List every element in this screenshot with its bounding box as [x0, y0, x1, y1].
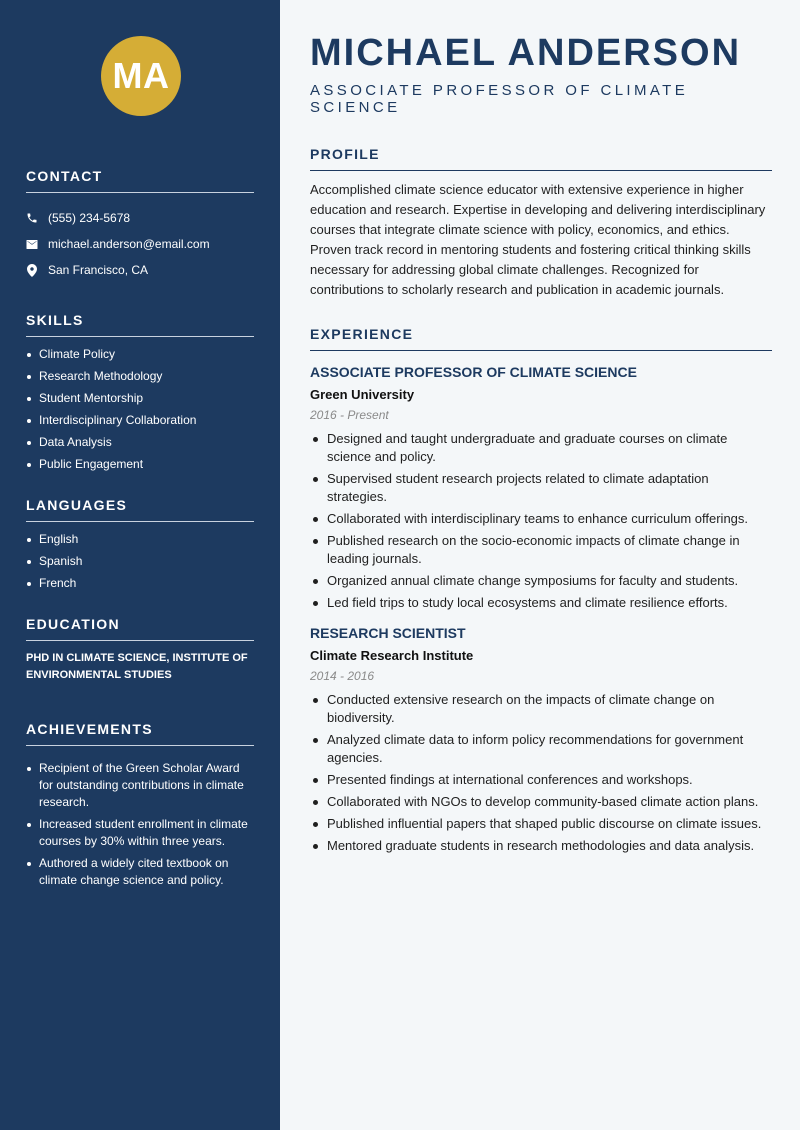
- list-item: Student Mentorship: [26, 390, 254, 407]
- achievements-section: [26, 721, 254, 889]
- list-item: French: [26, 575, 254, 592]
- job-organization: Climate Research Institute: [310, 648, 474, 663]
- languages-heading: LANGUAGES: [26, 497, 254, 522]
- avatar: [101, 36, 181, 116]
- list-item: Designed and taught undergraduate and graduate courses on climate science and policy.: [310, 430, 772, 466]
- list-item: Authored a widely cited textbook on climate change science and policy.: [26, 855, 254, 889]
- job-organization: Green University: [310, 387, 415, 402]
- contact-phone: [26, 205, 254, 231]
- location-text: San Francisco, CA: [48, 263, 149, 277]
- achievements-heading: ACHIEVEMENTS: [26, 721, 254, 746]
- list-item: Interdisciplinary Collaboration: [26, 412, 254, 429]
- list-item: Collaborated with NGOs to develop community-based climate action plans.: [310, 793, 772, 811]
- contact-list: [26, 205, 254, 283]
- experience-section: [310, 326, 772, 855]
- list-item: Recipient of the Green Scholar Award for outstanding contributions in climate research.: [26, 760, 254, 811]
- email-text: michael.anderson@email.com: [48, 237, 210, 251]
- contact-email: [26, 231, 254, 257]
- skills-heading: SKILLS: [26, 312, 254, 337]
- profile-text: Accomplished climate science educator with extensive experience in higher education and research. Expertise in developing and delivering interdisciplinary courses that integrate climate science with policy, economics, and ethics. Proven track record in mentoring students and fostering critical thinking skills necessary for addressing global climate challenges. Recognized for contributions to scholarly research and publication in academic journals.: [310, 182, 766, 297]
- education-section: [26, 616, 254, 684]
- list-item: Collaborated with interdisciplinary teams to enhance curriculum offerings.: [310, 510, 772, 528]
- list-item: Published influential papers that shaped public discourse on climate issues.: [310, 815, 772, 833]
- contact-heading: CONTACT: [26, 168, 254, 193]
- languages-section: [26, 497, 254, 592]
- job-title: RESEARCH SCIENTIST: [310, 625, 466, 641]
- list-item: Increased student enrollment in climate courses by 30% within three years.: [26, 816, 254, 850]
- contact-section: [26, 168, 254, 283]
- list-item: Mentored graduate students in research methodologies and data analysis.: [310, 837, 772, 855]
- list-item: Presented findings at international conferences and workshops.: [310, 771, 772, 789]
- candidate-title: ASSOCIATE PROFESSOR OF CLIMATE SCIENCE: [310, 82, 689, 116]
- sidebar: [0, 0, 280, 1130]
- achievements-list: [26, 760, 254, 889]
- education-heading: EDUCATION: [26, 616, 254, 641]
- job-dates: 2016 - Present: [310, 408, 389, 422]
- avatar-initials: MA: [112, 55, 170, 96]
- location-pin-icon: [26, 264, 38, 276]
- job-title: ASSOCIATE PROFESSOR OF CLIMATE SCIENCE: [310, 364, 637, 380]
- job-bullets: [310, 430, 772, 612]
- list-item: Climate Policy: [26, 346, 254, 363]
- contact-location: [26, 257, 254, 283]
- email-icon: [26, 238, 38, 250]
- job-dates: 2014 - 2016: [310, 669, 375, 683]
- list-item: Research Methodology: [26, 368, 254, 385]
- list-item: Public Engagement: [26, 456, 254, 473]
- education-degree: PHD IN CLIMATE SCIENCE, INSTITUTE OF ENVIRONMENTAL STUDIES: [26, 652, 248, 681]
- job-entry: [310, 364, 772, 612]
- profile-section: [310, 146, 772, 300]
- job-entry: [310, 625, 772, 855]
- list-item: Conducted extensive research on the impacts of climate change on biodiversity.: [310, 691, 772, 727]
- job-bullets: [310, 691, 772, 855]
- list-item: English: [26, 531, 254, 548]
- experience-heading: EXPERIENCE: [310, 326, 772, 351]
- phone-icon: [26, 212, 38, 224]
- list-item: Led field trips to study local ecosystems and climate resilience efforts.: [310, 594, 772, 612]
- list-item: Published research on the socio-economic impacts of climate change in leading journals.: [310, 532, 772, 568]
- list-item: Analyzed climate data to inform policy recommendations for government agencies.: [310, 731, 772, 767]
- phone-text: (555) 234-5678: [48, 211, 131, 225]
- profile-heading: PROFILE: [310, 146, 772, 171]
- list-item: Spanish: [26, 553, 254, 570]
- skills-list: [26, 346, 254, 473]
- list-item: Organized annual climate change symposiums for faculty and students.: [310, 572, 772, 590]
- languages-list: [26, 531, 254, 592]
- main-content: [310, 0, 772, 859]
- skills-section: [26, 312, 254, 473]
- candidate-name: MICHAEL ANDERSON: [310, 32, 742, 74]
- list-item: Data Analysis: [26, 434, 254, 451]
- list-item: Supervised student research projects related to climate adaptation strategies.: [310, 470, 772, 506]
